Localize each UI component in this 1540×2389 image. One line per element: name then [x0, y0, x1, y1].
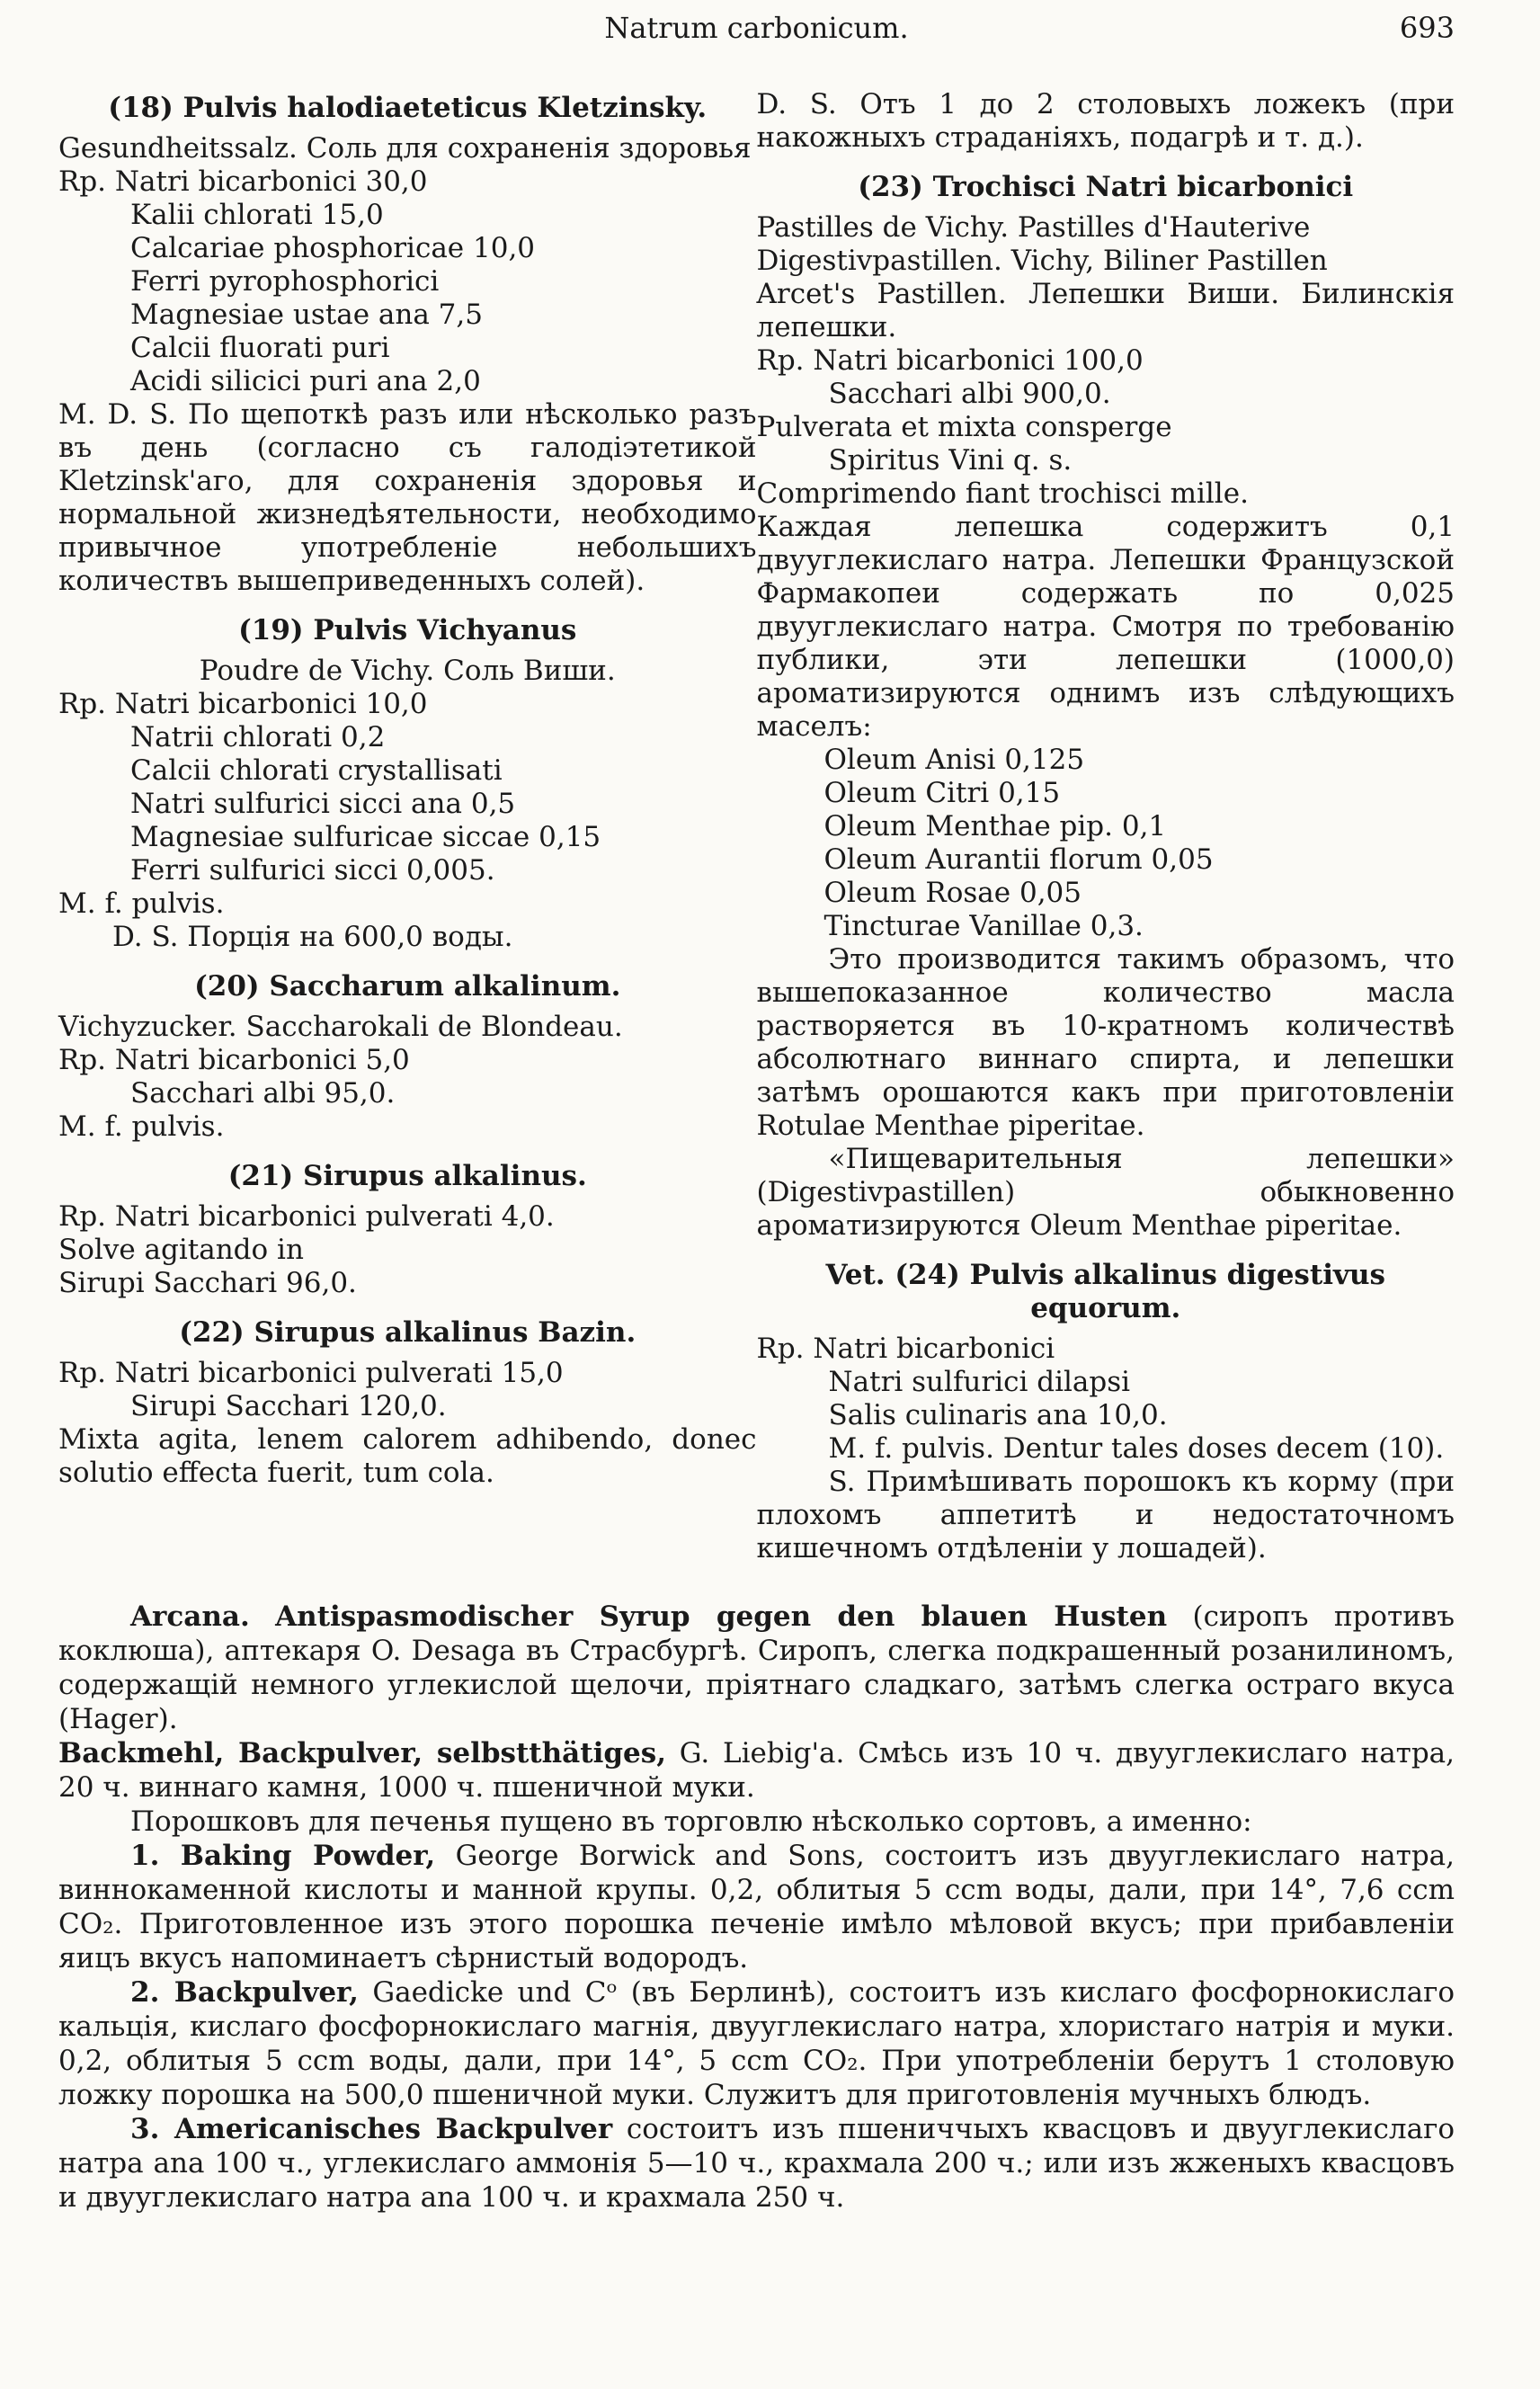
- recipe-line: Acidi silicici puri ana 2,0: [130, 365, 481, 397]
- item-name: 3. Americanisches Backpulver: [130, 2113, 613, 2145]
- running-title: Natrum carbonicum.: [604, 11, 909, 45]
- recipe-18-title: (18) Pulvis halodiaeteticus Kletzinsky.: [108, 92, 708, 124]
- recipe-22-note: Mixta agita, lenem calorem adhibendo, donec solutio effecta fuerit, tum cola.: [58, 1423, 757, 1489]
- recipe-line: Spiritus Vini q. s.: [828, 444, 1073, 477]
- list-item: [58, 2112, 1455, 2215]
- recipe-line: Rp. Natri bicarbonici 10,0: [58, 688, 428, 720]
- item-name: 2. Backpulver,: [130, 1976, 359, 2009]
- oil-line: Oleum Rosae 0,05: [823, 877, 1082, 909]
- page-header: [58, 7, 1455, 45]
- backmehl-paragraph: [58, 1736, 1455, 1805]
- oil-line: Oleum Anisi 0,125: [823, 744, 1085, 776]
- recipe-line: Rp. Natri bicarbonici: [756, 1333, 1055, 1365]
- item-text: George Borwick and Sons, состоитъ изъ двууглекислаго натра, виннокаменной кислоты и манной крупы. 0,2, облитыя 5 ccm воды, дали, при 14°, 7,6 ccm CO₂. Приготовленное изъ этого порошка печеніе имѣло мѣловой вкусъ; при прибавленіи яицъ вкусъ напоминаетъ сѣрнистый водородъ.: [58, 1840, 1455, 1974]
- recipe-line: Magnesiae ustae ana 7,5: [130, 299, 483, 331]
- recipe-22-continuation: D. S. Отъ 1 до 2 столовыхъ ложекъ (при накожныхъ страданіяхъ, подагрѣ и т. д.).: [756, 88, 1455, 154]
- recipe-23-note: Это производится такимъ образомъ, что вышепоказанное количество масла растворяется въ 10-кратномъ количествѣ абсолютнаго виннаго спирта, и лепешки затѣмъ орошаются какъ при приготовленіи Rotulae Menthae piperitae.: [756, 943, 1455, 1142]
- recipe-line: Rp. Natri bicarbonici 30,0: [58, 165, 428, 198]
- oil-line: Tincturae Vanillae 0,3.: [823, 910, 1144, 942]
- recipe-line: Ferri sulfurici sicci 0,005.: [130, 854, 495, 887]
- recipe-23-synonym: Digestivpastillen. Vichy, Biliner Pastillen: [756, 245, 1328, 277]
- recipe-line: Natri sulfurici sicci ana 0,5: [130, 788, 516, 820]
- recipe-23-synonym: Arcet's Pastillen. Лепешки Виши. Билинскія лепешки.: [756, 278, 1455, 343]
- recipe-line: Rp. Natri bicarbonici 5,0: [58, 1044, 410, 1076]
- item-text: (сиропъ противъ коклюша), аптекаря O. Desaga въ Страсбургѣ. Сиропъ, слегка подкрашенный розанилиномъ, содержащій немного углекислой щелочи, пріятнаго сладкаго, затѣмъ слегка остраго вкуса (Hager).: [58, 1600, 1455, 1735]
- recipe-line: Solve agitando in: [58, 1234, 304, 1266]
- intro-paragraph: Порошковъ для печенья пущено въ торговлю нѣсколько сортовъ, а именно:: [130, 1805, 1252, 1838]
- right-column: [757, 88, 1455, 1565]
- item-text: состоитъ изъ пшениччыхъ квасцовъ и двууглекислаго натра ana 100 ч., углекислаго аммонія 5—10 ч., крахмала 200 ч.; или изъ жженыхъ квасцовъ и двууглекислаго натра ana 100 ч. и крахмала 250 ч.: [58, 2113, 1455, 2214]
- oil-line: Oleum Citri 0,15: [823, 777, 1061, 809]
- list-item: [58, 1975, 1455, 2112]
- recipe-line: Kalii chlorati 15,0: [130, 199, 384, 231]
- recipe-23-note: «Пищеварительныя лепешки» (Digestivpastillen) обыкновенно ароматизируются Oleum Menthae piperitae.: [756, 1143, 1455, 1242]
- recipe-19-title: (19) Pulvis Vichyanus: [238, 614, 577, 646]
- recipe-line: M. f. pulvis.: [58, 887, 225, 920]
- recipe-line: Sacchari albi 95,0.: [130, 1077, 396, 1110]
- recipe-line: Rp. Natri bicarbonici 100,0: [756, 344, 1144, 377]
- recipe-line: Natrii chlorati 0,2: [130, 721, 386, 753]
- item-name: Backmehl, Backpulver, selbstthätiges,: [58, 1737, 666, 1769]
- arcana-paragraph: [58, 1600, 1455, 1736]
- item-name: 1. Baking Powder,: [130, 1840, 436, 1872]
- list-item: [58, 1839, 1455, 1975]
- recipe-21-title: (21) Sirupus alkalinus.: [227, 1160, 587, 1192]
- recipe-line: Calcii chlorati crystallisati: [130, 754, 503, 787]
- recipe-line: Rp. Natri bicarbonici pulverati 4,0.: [58, 1200, 555, 1233]
- recipe-23-note: Каждая лепешка содержитъ 0,1 двууглекислаго натра. Лепешки Французской Фармакопеи содержать по 0,025 двууглекислаго натра. Смотря по требованію публики, эти лепешки (1000,0) ароматизируются однимъ изъ слѣдующихъ маселъ:: [756, 511, 1455, 743]
- recipe-line: Natri sulfurici dilapsi: [828, 1366, 1131, 1398]
- recipe-23-synonym: Pastilles de Vichy. Pastilles d'Hauterive: [756, 211, 1311, 244]
- full-width-section: [58, 1600, 1455, 2215]
- item-text: G. Liebig'а. Смѣсь изъ 10 ч. двууглекислаго натра, 20 ч. виннаго камня, 1000 ч. пшеничной муки.: [58, 1737, 1455, 1804]
- two-column-body: [58, 88, 1455, 1565]
- recipe-line: Sacchari albi 900,0.: [828, 378, 1111, 410]
- oil-line: Oleum Menthae pip. 0,1: [823, 810, 1167, 842]
- item-name: Antispasmodischer Syrup gegen den blauen Husten: [275, 1600, 1168, 1633]
- recipe-24-note: S. Примѣшивать порошокъ къ корму (при плохомъ аппетитѣ и недостаточномъ кишечномъ отдѣленіи у лошадей).: [756, 1466, 1455, 1564]
- recipe-line: Rp. Natri bicarbonici pulverati 15,0: [58, 1357, 564, 1389]
- recipe-20-subtitle: Vichyzucker. Saccharokali de Blondeau.: [58, 1011, 623, 1043]
- recipe-20-title: (20) Saccharum alkalinum.: [194, 970, 621, 1003]
- recipe-line: D. S. Порція на 600,0 воды.: [112, 921, 513, 953]
- recipe-24-note: M. f. pulvis. Dentur tales doses decem (10).: [828, 1432, 1445, 1465]
- recipe-line: Pulverata et mixta consperge: [756, 411, 1172, 443]
- section-label: Arcana.: [130, 1600, 250, 1633]
- recipe-24-title: Vet. (24) Pulvis alkalinus digestivus equorum.: [825, 1259, 1385, 1324]
- recipe-line: M. f. pulvis.: [58, 1110, 225, 1143]
- oil-line: Oleum Aurantii florum 0,05: [823, 843, 1214, 876]
- recipe-19-subtitle: Poudre de Vichy. Соль Виши.: [199, 655, 616, 687]
- recipe-line: Sirupi Sacchari 120,0.: [130, 1390, 447, 1422]
- recipe-line: Salis culinaris ana 10,0.: [828, 1399, 1168, 1431]
- recipe-23-title: (23) Trochisci Natri bicarbonici: [858, 171, 1354, 203]
- item-text: Gaedicke und Cᵒ (въ Берлинѣ), состоитъ изъ кислаго фосфорнокислаго кальція, кислаго фосфорнокислаго магнія, двууглекислаго натра, хлористаго натрія и муки. 0,2, облитыя 5 ccm воды, дали, при 14°, 5 ccm CO₂. При употребленіи берутъ 1 столовую ложку порошка на 500,0 пшеничной муки. Служитъ для приготовленія мучныхъ блюдъ.: [58, 1976, 1455, 2111]
- recipe-line: Ferri pyrophosphorici: [130, 265, 440, 298]
- recipe-line: Comprimendo fiant trochisci mille.: [756, 477, 1249, 510]
- recipe-line: Magnesiae sulfuricae siccae 0,15: [130, 821, 601, 853]
- recipe-18-subtitle: Gesundheitssalz. Соль для сохраненія здоровья: [58, 132, 752, 165]
- recipe-18-note: M. D. S. По щепоткѣ разъ или нѣсколько разъ въ день (согласно съ галодіэтетикой Kletzinsk'аго, для сохраненія здоровья и нормальной жизнедѣятельности, необходимо привычное употребленіе небольшихъ количествъ вышеприведенныхъ солей).: [58, 398, 757, 597]
- recipe-22-title: (22) Sirupus alkalinus Bazin.: [179, 1316, 636, 1349]
- recipe-line: Calcariae phosphoricae 10,0: [130, 232, 536, 264]
- page-number: 693: [1399, 11, 1455, 45]
- left-column: [58, 88, 757, 1565]
- recipe-line: Calcii fluorati puri: [130, 332, 390, 364]
- recipe-line: Sirupi Sacchari 96,0.: [58, 1267, 357, 1299]
